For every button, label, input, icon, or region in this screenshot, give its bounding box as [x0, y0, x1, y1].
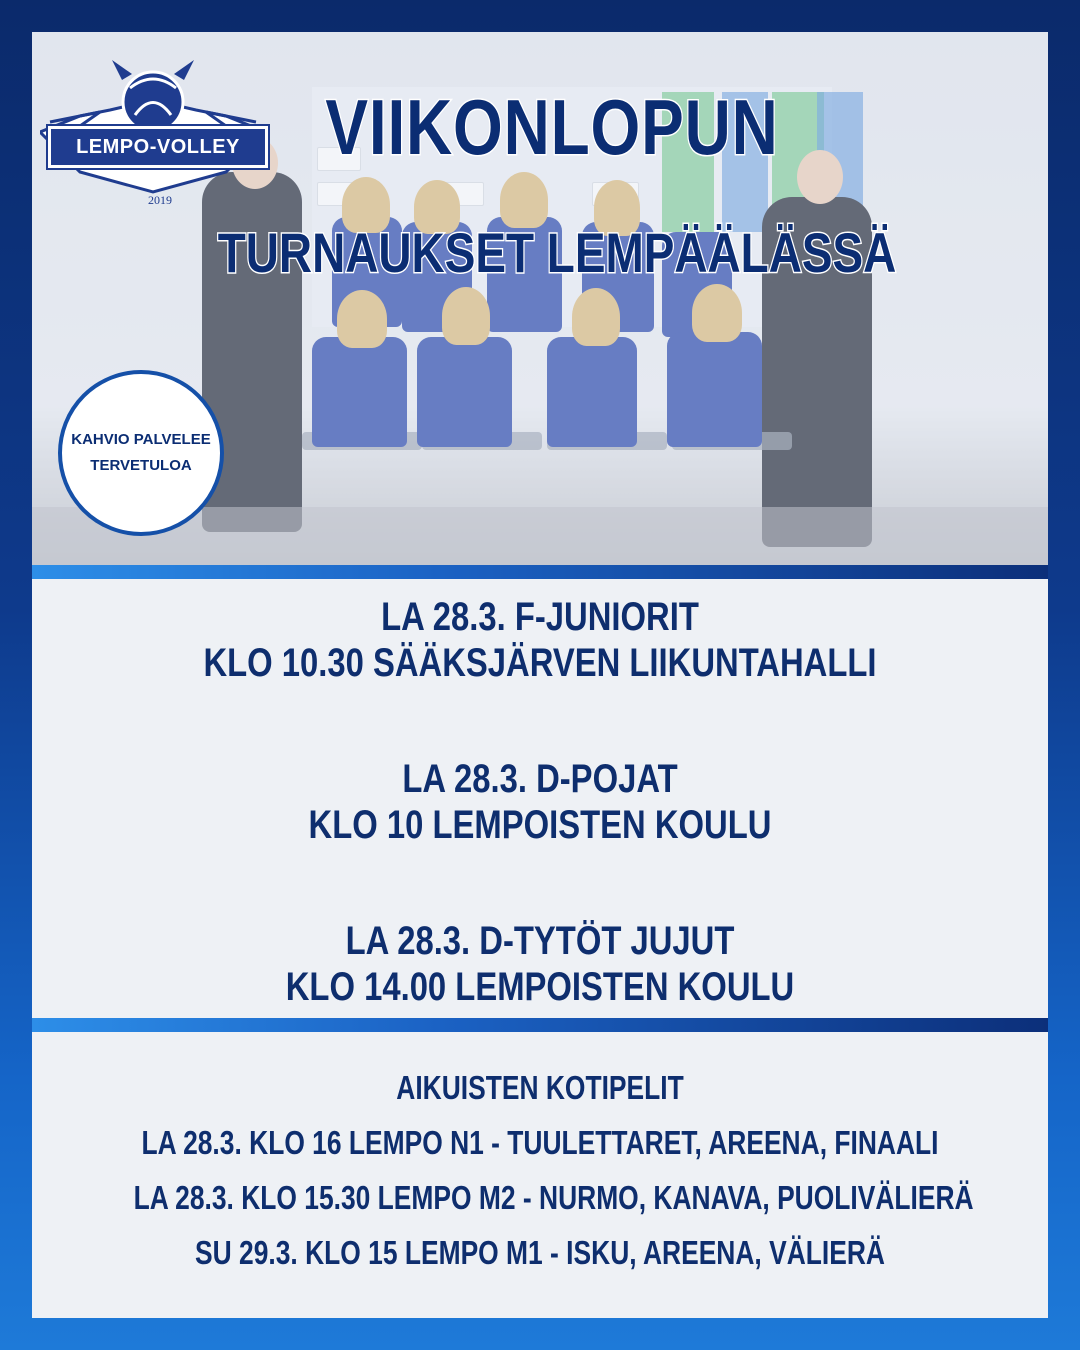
divider — [32, 565, 1048, 579]
cafe-badge-line2: TERVETULOA — [90, 457, 192, 474]
adult-games-section — [32, 1060, 1048, 1280]
schedule-date: LA 28.3. D-TYTÖT JUJUT — [345, 919, 735, 963]
adult-game: SU 29.3. KLO 15 LEMPO M1 - ISKU, AREENA, VÄLIERÄ — [195, 1234, 885, 1271]
schedule-details: KLO 10.30 SÄÄKSJÄRVEN LIIKUNTAHALLI — [203, 641, 877, 685]
divider — [32, 1018, 1048, 1032]
schedule-item — [32, 756, 1048, 848]
adult-game: LA 28.3. KLO 15.30 LEMPO M2 - NURMO, KANAVA, PUOLIVÄLIERÄ — [133, 1179, 974, 1216]
logo-year: 2019 — [148, 193, 172, 207]
club-logo — [40, 60, 266, 210]
logo-wordmark: LEMPO-VOLLEY — [48, 126, 268, 168]
adult-game: LA 28.3. KLO 16 LEMPO N1 - TUULETTARET, AREENA, FINAALI — [141, 1124, 939, 1161]
adult-games-heading: AIKUISTEN KOTIPELIT — [396, 1069, 684, 1106]
poster-frame — [32, 32, 1048, 1318]
schedule-section — [32, 594, 1048, 1010]
schedule-details: KLO 14.00 LEMPOISTEN KOULU — [285, 965, 795, 1009]
schedule-item — [32, 594, 1048, 686]
schedule-date: LA 28.3. F-JUNIORIT — [381, 595, 699, 639]
schedule-details: KLO 10 LEMPOISTEN KOULU — [308, 803, 772, 847]
schedule-item — [32, 918, 1048, 1010]
headline-title: VIIKONLOPUN — [325, 83, 779, 171]
cafe-badge-line1: KAHVIO PALVELEE — [71, 431, 211, 448]
schedule-date: LA 28.3. D-POJAT — [402, 757, 678, 801]
cafe-badge — [58, 370, 224, 536]
headline-subtitle: TURNAUKSET LEMPÄÄLÄSSÄ — [217, 221, 897, 284]
